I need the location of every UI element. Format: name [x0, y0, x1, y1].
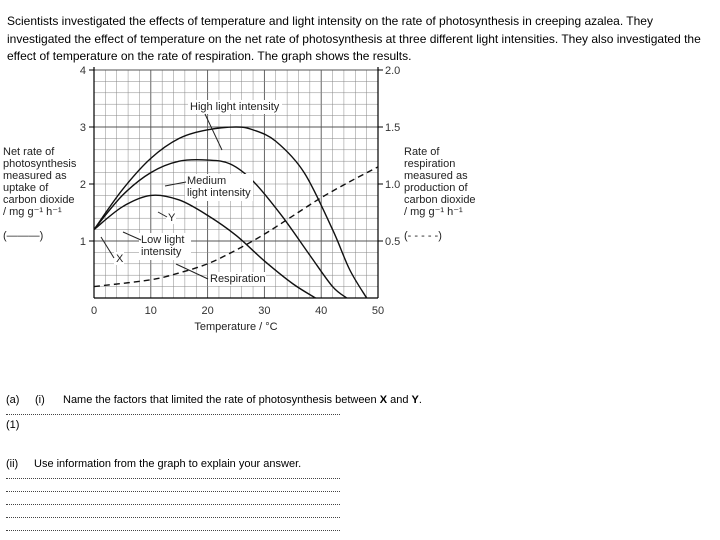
left-tick-label: 3 — [79, 122, 86, 134]
x-tick-label: 50 — [371, 305, 385, 317]
annotation-high-light: High light intensity — [190, 101, 280, 113]
annotation-low-light: Low light — [141, 234, 185, 246]
answer-line[interactable] — [6, 504, 340, 505]
left-axis-key: (———) — [3, 230, 44, 242]
annotation-pointer — [123, 232, 141, 240]
right-tick-label: 1.0 — [385, 179, 401, 191]
annotation-y: Y — [168, 212, 176, 224]
annotation-pointer — [176, 264, 208, 279]
answer-line[interactable] — [6, 414, 340, 415]
left-tick-label: 4 — [79, 65, 86, 77]
left-tick-label: 2 — [79, 179, 86, 191]
marks-label: (1) — [6, 419, 20, 431]
right-tick-label: 2.0 — [385, 65, 401, 77]
left-tick-label: 1 — [79, 236, 86, 248]
annotation-medium-light: light intensity — [187, 187, 251, 199]
intro-paragraph: Scientists investigated the effects of temperature and light intensity on the rate of photosynthesis in creeping azalea. They investigated the effect of temperature on the net rate of photosynthesis at three different light intensities. They also investigated the effect of temperature on the rate of respiration. The graph shows the results. — [7, 14, 701, 63]
question-a-ii-number: (ii) — [6, 458, 19, 470]
question-part-label: (a) — [6, 394, 20, 406]
answer-line[interactable] — [6, 491, 340, 492]
x-tick-label: 30 — [258, 305, 271, 317]
x-axis-label: Temperature / °C — [194, 321, 278, 333]
right-tick-label: 0.5 — [385, 236, 401, 248]
annotation-medium-light: Medium — [187, 175, 227, 187]
answer-line[interactable] — [6, 517, 340, 518]
question-a-ii-text: Use information from the graph to explain your answer. — [34, 458, 302, 470]
annotation-pointer — [101, 237, 114, 258]
annotation-pointer — [158, 212, 167, 217]
x-tick-label: 20 — [201, 305, 214, 317]
x-tick-label: 0 — [90, 305, 98, 317]
annotation-low-light: intensity — [141, 246, 182, 258]
x-tick-label: 10 — [144, 305, 157, 317]
annotation-respiration: Respiration — [210, 273, 266, 285]
question-a-i-text: Name the factors that limited the rate of photosynthesis between X and Y. — [63, 394, 422, 406]
x-tick-label: 40 — [315, 305, 328, 317]
annotation-x: X — [116, 253, 124, 265]
right-axis-key: (- - - - -) — [404, 230, 442, 242]
answer-line[interactable] — [6, 478, 340, 479]
question-a-i-number: (i) — [35, 394, 45, 406]
answer-line[interactable] — [6, 530, 340, 531]
right-tick-label: 1.5 — [385, 122, 401, 134]
